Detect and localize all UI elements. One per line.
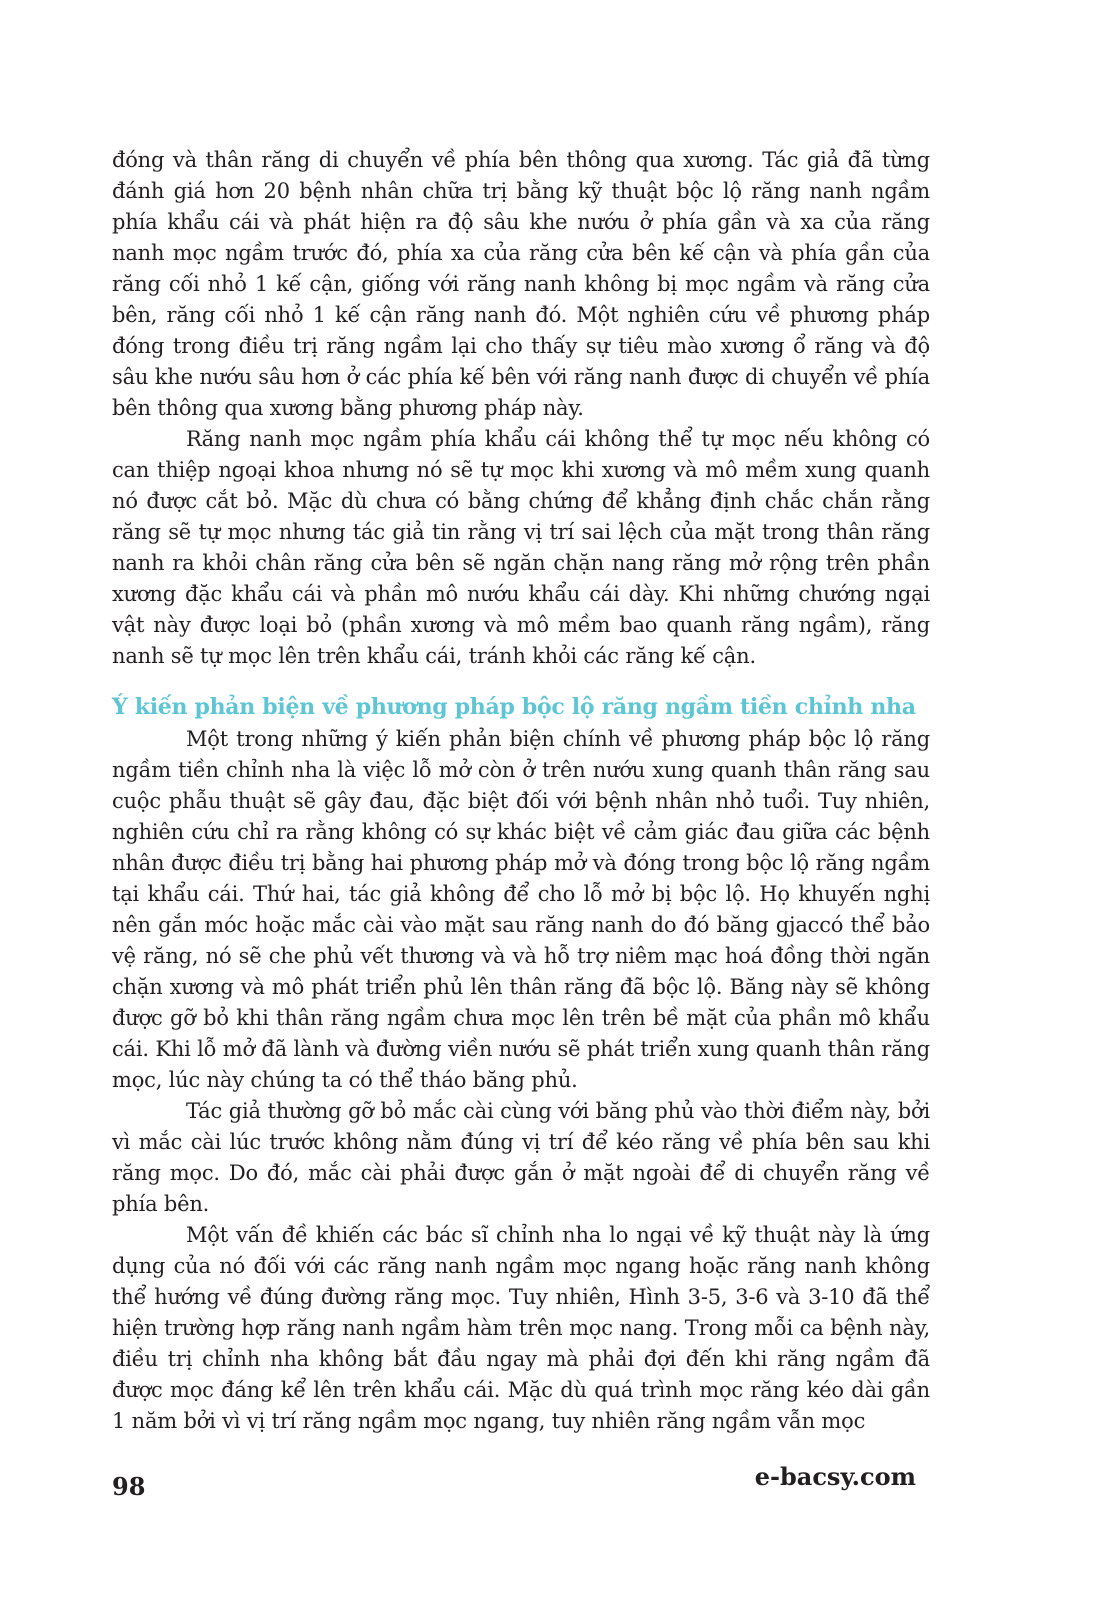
paragraph: Tác giả thường gỡ bỏ mắc cài cùng với băng phủ vào thời điểm này, bởi vì mắc cài lúc trước không nằm đúng vị trí để kéo răng về phía bên sau khi răng mọc. Do đó, mắc cài phải được gắn ở mặt ngoài để di chuyển răng về phía bên. [112,1099,930,1216]
page-number: 98 [112,1472,146,1501]
footer-site-name: e-bacsy.com [754,1462,916,1491]
paragraph: Răng nanh mọc ngầm phía khẩu cái không thể tự mọc nếu không có can thiệp ngoại khoa nhưng nó sẽ tự mọc khi xương và mô mềm xung quanh nó được cắt bỏ. Mặc dù chưa có bằng chứng để khẳng định chắc chắn rằng răng sẽ tự mọc nhưng tác giả tin rằng vị trí sai lệch của mặt trong thân răng nanh ra khỏi chân răng cửa bên sẽ ngăn chặn nang răng mở rộng trên phần xương đặc khẩu cái và phần mô nướu khẩu cái dày. Khi những chướng ngại vật này được loại bỏ (phần xương và mô mềm bao quanh răng ngầm), răng nanh sẽ tự mọc lên trên khẩu cái, tránh khỏi các răng kế cận. [112,427,930,668]
section-heading: Ý kiến phản biện về phương pháp bộc lộ răng ngầm tiền chỉnh nha [112,694,916,720]
paragraph: Một trong những ý kiến phản biện chính về phương pháp bộc lộ răng ngầm tiền chỉnh nha là việc lỗ mở còn ở trên nướu xung quanh thân răng sau cuộc phẫu thuật sẽ gây đau, đặc biệt đối với bệnh nhân nhỏ tuổi. Tuy nhiên, nghiên cứu chỉ ra rằng không có sự khác biệt về cảm giác đau giữa các bệnh nhân được điều trị bằng hai phương pháp mở và đóng trong bộc lộ răng ngầm tại khẩu cái. Thứ hai, tác giả không để cho lỗ mở bị bộc lộ. Họ khuyến nghị nên gắn móc hoặc mắc cài vào mặt sau răng nanh do đó băng gjaccó thể bảo vệ răng, nó sẽ che phủ vết thương và và hỗ trợ niêm mạc hoá đồng thời ngăn chặn xương và mô phát triển phủ lên thân răng đã bộc lộ. Băng này sẽ không được gỡ bỏ khi thân răng ngầm chưa mọc lên trên bề mặt của phần mô khẩu cái. Khi lỗ mở đã lành và đường viền nướu sẽ phát triển xung quanh thân răng mọc, lúc này chúng ta có thể tháo băng phủ. [112,727,930,1092]
paragraph: Một vấn đề khiến các bác sĩ chỉnh nha lo ngại về kỹ thuật này là ứng dụng của nó đối với các răng nanh ngầm mọc ngang hoặc răng nanh không thể hướng về đúng đường răng mọc. Tuy nhiên, Hình 3-5, 3-6 và 3-10 đã thể hiện trường hợp răng nanh ngầm hàm trên mọc nang. Trong mỗi ca bệnh này, điều trị chỉnh nha không bắt đầu ngay mà phải đợi đến khi răng ngầm đã được mọc đáng kể lên trên khẩu cái. Mặc dù quá trình mọc răng kéo dài gần 1 năm bởi vì vị trí răng ngầm mọc ngang, tuy nhiên răng ngầm vẫn mọc [112,1223,930,1433]
paragraph-continued: đóng và thân răng di chuyển về phía bên thông qua xương. Tác giả đã từng đánh giá hơn 20 bệnh nhân chữa trị bằng kỹ thuật bộc lộ răng nanh ngầm phía khẩu cái và phát hiện ra độ sâu khe nướu ở phía gần và xa của răng nanh mọc ngầm trước đó, phía xa của răng cửa bên kế cận và phía gần của răng cối nhỏ 1 kế cận, giống với răng nanh không bị mọc ngầm và răng cửa bên, răng cối nhỏ 1 kế cận răng nanh đó. Một nghiên cứu về phương pháp đóng trong điều trị răng ngầm lại cho thấy sự tiêu mào xương ổ răng và độ sâu khe nướu sâu hơn ở các phía kế bên với răng nanh được di chuyển về phía bên thông qua xương bằng phương pháp này. [112,148,930,420]
body-text [112,145,930,1437]
